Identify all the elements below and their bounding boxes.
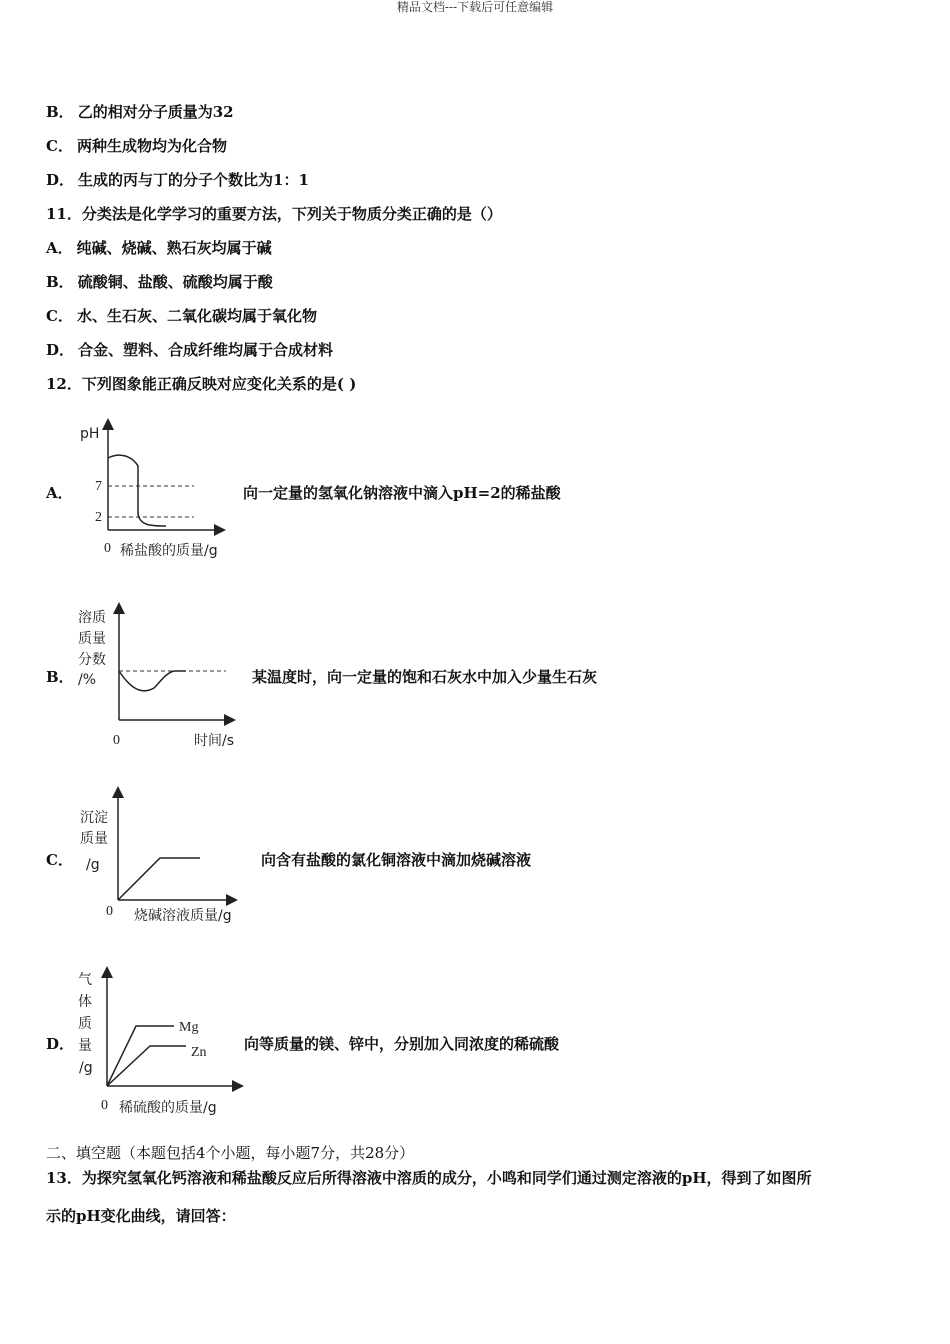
q12-option-c-letter: C． — [46, 851, 73, 869]
graph-c — [76, 786, 266, 931]
option-letter: D． — [46, 341, 75, 359]
zn-curve — [107, 1046, 186, 1086]
section-heading: 二、填空题（本题包括4个小题，每小题7分，共28分） — [46, 1144, 415, 1162]
graph-d — [74, 966, 254, 1121]
q10-option-d — [46, 170, 309, 190]
q11-option-b — [46, 272, 273, 292]
y-axis-label-3: 质 — [78, 1016, 92, 1032]
option-text: 生成的丙与丁的分子个数比为1：1 — [78, 171, 309, 189]
q11-option-c — [46, 306, 317, 326]
option-text: 乙的相对分子质量为32 — [77, 103, 234, 121]
x-axis-label: 稀盐酸的质量/g — [120, 543, 218, 559]
y-axis-label-1: 沉淀 — [80, 810, 108, 826]
q10-option-b — [46, 102, 234, 122]
origin-label: 0 — [101, 1098, 108, 1113]
q12-option-b-text: 某温度时，向一定量的饱和石灰水中加入少量生石灰 — [252, 668, 598, 686]
y-axis-label-4: 量 — [78, 1038, 92, 1054]
option-text: 硫酸铜、盐酸、硫酸均属于酸 — [77, 273, 273, 291]
y-axis-label-3: /g — [86, 857, 100, 873]
q10-option-c — [46, 136, 227, 156]
x-axis-label: 烧碱溶液质量/g — [134, 908, 232, 924]
x-axis-label: 稀硫酸的质量/g — [119, 1100, 217, 1116]
option-letter: B． — [46, 273, 74, 291]
option-text: 两种生成物均为化合物 — [76, 137, 227, 155]
graph-a — [70, 418, 250, 563]
y-axis-label-2: 质量 — [78, 631, 106, 647]
q11-stem: 11．分类法是化学学习的重要方法，下列关于物质分类正确的是（） — [46, 205, 502, 223]
y-axis-label-1: 溶质 — [78, 610, 106, 626]
option-letter: A． — [46, 239, 73, 257]
y-axis-label-3: 分数 — [78, 652, 106, 668]
q12-option-c-text: 向含有盐酸的氯化铜溶液中滴加烧碱溶液 — [261, 851, 532, 869]
tick-7: 7 — [95, 479, 102, 494]
q12-option-d-text: 向等质量的镁、锌中，分别加入同浓度的稀硫酸 — [244, 1035, 560, 1053]
q12-option-a-text: 向一定量的氢氧化钠溶液中滴入pH=2的稀盐酸 — [243, 484, 561, 502]
x-axis-label: 时间/s — [194, 733, 235, 749]
y-axis-label-2: 质量 — [80, 831, 108, 847]
q13-line-2: 示的pH变化曲线，请回答： — [46, 1207, 236, 1225]
origin-label: 0 — [106, 904, 113, 919]
q12-option-a-letter: A． — [46, 484, 73, 502]
y-axis-label: pH — [80, 426, 100, 442]
q12-option-b-letter: B． — [46, 668, 74, 686]
series-label-zn: Zn — [191, 1045, 207, 1060]
origin-label: 0 — [104, 541, 111, 556]
option-letter: B． — [46, 103, 74, 121]
graph-b — [74, 602, 254, 752]
y-axis-label-2: 体 — [78, 994, 92, 1010]
q11-option-d — [46, 340, 333, 360]
q11-option-a — [46, 238, 272, 258]
option-text: 水、生石灰、二氧化碳均属于氧化物 — [76, 307, 317, 325]
option-letter: C． — [46, 137, 73, 155]
option-letter: D． — [46, 171, 75, 189]
y-axis-label-5: /g — [79, 1060, 93, 1076]
series-label-mg: Mg — [179, 1020, 199, 1035]
q12-stem: 12．下列图象能正确反映对应变化关系的是( ) — [46, 375, 357, 393]
ph-curve — [108, 455, 166, 526]
option-text: 合金、塑料、合成纤维均属于合成材料 — [78, 341, 334, 359]
y-axis-label-4: /% — [78, 672, 97, 688]
tick-2: 2 — [95, 510, 102, 525]
q13-line-1: 13．为探究氢氧化钙溶液和稀盐酸反应后所得溶液中溶质的成分，小鸣和同学们通过测定溶液的pH，得到了如图所 — [46, 1169, 812, 1187]
precipitate-curve — [118, 858, 200, 900]
option-letter: C． — [46, 307, 73, 325]
option-text: 纯碱、烧碱、熟石灰均属于碱 — [76, 239, 272, 257]
y-axis-label-1: 气 — [78, 972, 92, 988]
origin-label: 0 — [113, 733, 120, 748]
fraction-curve — [119, 671, 186, 691]
page-header: 精品文档---下载后可任意编辑 — [396, 0, 554, 14]
q12-option-d-letter: D． — [46, 1035, 75, 1053]
